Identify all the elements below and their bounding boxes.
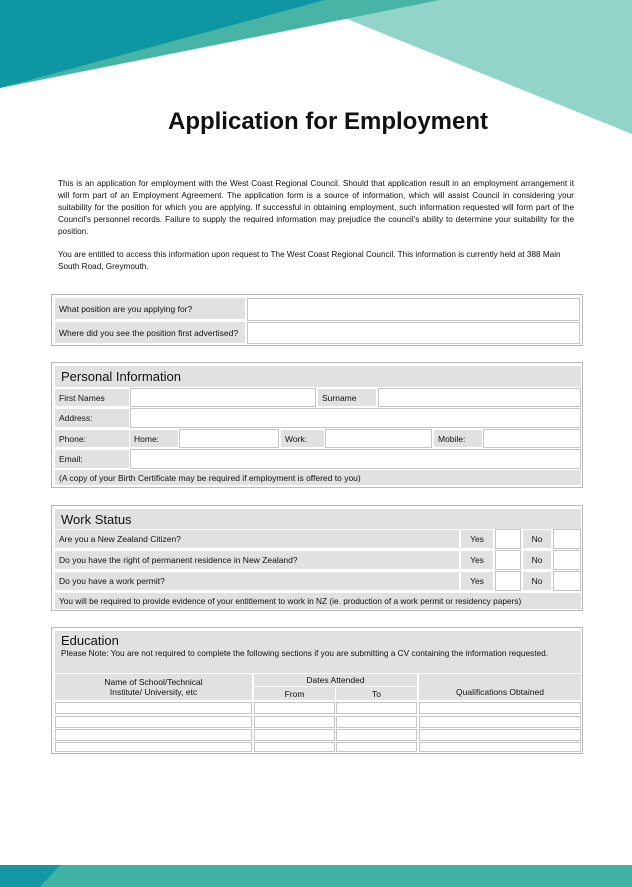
work-permit-no-label: No bbox=[523, 572, 551, 590]
position-question-label: What position are you applying for? bbox=[55, 298, 245, 319]
work-phone-input[interactable] bbox=[325, 429, 432, 448]
personal-information-section bbox=[51, 362, 583, 488]
intro-paragraph: This is an application for employment with the West Coast Regional Council. Should that application result in an employment arrangement it will form part of an Employment Agreement. The application form is a source of information, which will assist Council in considering your suitability for the position for which you are applying. If successful in obtaining employment, such information requested will form part of the Council's personnel records. Failure to supply the required information may prejudice the council's ability to determine your suitability for the position. bbox=[58, 179, 574, 236]
qualifications-column-header: Qualifications Obtained bbox=[419, 674, 581, 700]
citizen-no-box[interactable] bbox=[553, 529, 581, 549]
surname-input[interactable] bbox=[378, 388, 581, 407]
first-names-label: First Names bbox=[55, 389, 129, 406]
education-from-cell[interactable] bbox=[254, 716, 335, 728]
citizen-yes-label: Yes bbox=[461, 530, 493, 548]
advertised-input[interactable] bbox=[247, 322, 580, 344]
work-permit-yes-label: Yes bbox=[461, 572, 493, 590]
birth-certificate-note: (A copy of your Birth Certificate may be required if employment is offered to you) bbox=[55, 470, 581, 485]
education-school-cell[interactable] bbox=[55, 702, 252, 714]
advertised-question-label: Where did you see the position first advertised? bbox=[55, 322, 245, 343]
education-to-cell[interactable] bbox=[336, 729, 417, 741]
education-header bbox=[55, 631, 581, 673]
residence-no-label: No bbox=[523, 551, 551, 569]
education-section bbox=[51, 627, 583, 754]
mobile-phone-input[interactable] bbox=[483, 429, 581, 448]
work-permit-question: Do you have a work permit? bbox=[55, 572, 459, 590]
education-qualification-cell[interactable] bbox=[419, 702, 581, 714]
home-phone-label: Home: bbox=[130, 430, 178, 447]
dates-attended-header: Dates Attended bbox=[254, 674, 417, 686]
work-status-section bbox=[51, 505, 583, 611]
from-column-header: From bbox=[254, 687, 335, 700]
position-input[interactable] bbox=[247, 298, 580, 321]
residence-yes-label: Yes bbox=[461, 551, 493, 569]
citizen-question: Are you a New Zealand Citizen? bbox=[55, 530, 459, 548]
citizen-yes-box[interactable] bbox=[495, 529, 521, 549]
work-permit-yes-box[interactable] bbox=[495, 571, 521, 591]
education-to-cell[interactable] bbox=[336, 742, 417, 752]
personal-information-heading: Personal Information bbox=[55, 366, 581, 387]
school-column-header: Name of School/Technical Institute/ University, etc bbox=[55, 674, 252, 700]
education-from-cell[interactable] bbox=[254, 742, 335, 752]
work-phone-label: Work: bbox=[281, 430, 324, 447]
education-qualification-cell[interactable] bbox=[419, 742, 581, 752]
work-permit-no-box[interactable] bbox=[553, 571, 581, 591]
work-status-heading: Work Status bbox=[55, 509, 581, 529]
residence-no-box[interactable] bbox=[553, 550, 581, 570]
residence-yes-box[interactable] bbox=[495, 550, 521, 570]
page-title: Application for Employment bbox=[167, 108, 488, 135]
education-from-cell[interactable] bbox=[254, 702, 335, 714]
education-qualification-cell[interactable] bbox=[419, 716, 581, 728]
education-qualification-cell[interactable] bbox=[419, 729, 581, 741]
footer-decoration bbox=[0, 865, 632, 887]
education-school-cell[interactable] bbox=[55, 716, 252, 728]
citizen-no-label: No bbox=[523, 530, 551, 548]
education-heading: Education bbox=[61, 633, 119, 648]
intro-paragraph-access: You are entitled to access this information upon request to The West Coast Regional Council. This information is currently held at 388 Main South Road, Greymouth. bbox=[58, 250, 561, 271]
education-school-cell[interactable] bbox=[55, 729, 252, 741]
education-to-cell[interactable] bbox=[336, 716, 417, 728]
phone-label: Phone: bbox=[55, 430, 129, 447]
entitlement-note: You will be required to provide evidence of your entitlement to work in NZ (ie. production of a work permit or residency papers) bbox=[55, 593, 581, 609]
email-label: Email: bbox=[55, 450, 129, 468]
education-to-cell[interactable] bbox=[336, 702, 417, 714]
education-note: Please Note: You are not required to complete the following sections if you are submitting a CV containing the information requested. bbox=[61, 648, 549, 658]
footer-band bbox=[0, 865, 632, 887]
to-column-header: To bbox=[336, 687, 417, 700]
position-section bbox=[51, 294, 583, 346]
surname-label: Surname bbox=[318, 389, 376, 406]
education-school-cell[interactable] bbox=[55, 742, 252, 752]
residence-question: Do you have the right of permanent residence in New Zealand? bbox=[55, 551, 459, 569]
mobile-phone-label: Mobile: bbox=[434, 430, 482, 447]
address-label: Address: bbox=[55, 409, 129, 427]
address-input[interactable] bbox=[130, 408, 581, 428]
first-names-input[interactable] bbox=[130, 388, 316, 407]
home-phone-input[interactable] bbox=[179, 429, 279, 448]
education-from-cell[interactable] bbox=[254, 729, 335, 741]
email-input[interactable] bbox=[130, 449, 581, 469]
